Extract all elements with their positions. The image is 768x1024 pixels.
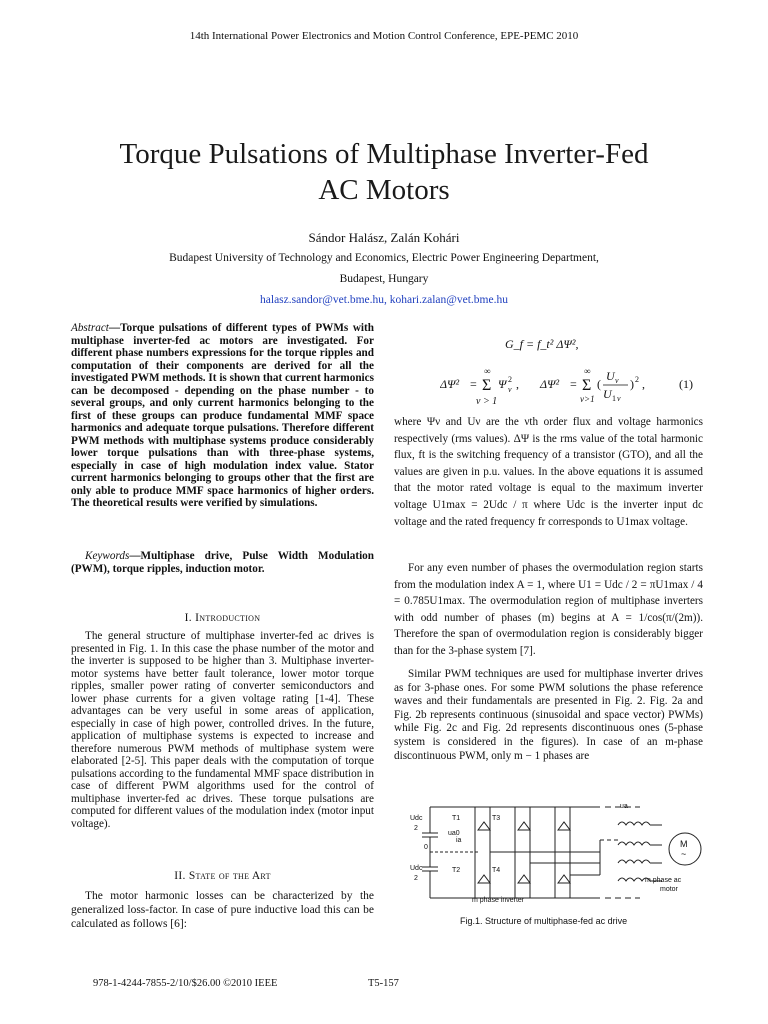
svg-text:∞: ∞ — [484, 366, 491, 376]
svg-text:ΔΨ²: ΔΨ² — [440, 377, 460, 391]
svg-text:Σ: Σ — [482, 377, 492, 394]
udc-bottom-denominator: 2 — [414, 875, 418, 882]
section-heading-state-of-art: II. State of the Art — [174, 870, 271, 882]
svg-text:=: = — [470, 377, 477, 391]
state-of-art-paragraph — [71, 889, 374, 931]
right-paragraph-2-text: For any even number of phases the overmodulation region starts from the modulation index A = 1, where U1 = Udc / 2 = πU1max / 4 = 0.785U1max. The overmodulation region of multiphase inverters with odd number of phases (m) begins at A = 1/cos(π/(2m)). Therefore the span of overmodulation region is considerably bigger than for the 3-phase system [7]. — [394, 562, 703, 657]
introduction-text: The general structure of multiphase inverter-fed ac drives is presented in Fig. 1. In this case the phase number of the motor and the inverter is supposed to be higher than 3. Multiphase inverter-motor systems have better fault tolerance, lower motor torque ripples, smaller power rating of converter semiconductors and lower phase currents for a given voltage rating [1-4]. These advantages can be very useful in some areas of application, especially in case of high power, controlled drives. In the future, application of multiphase systems is expected to increase and therefore numerous PWM methods of multiphase system were elaborated [2-5]. This paper deals with the computation of torque pulsations according to the fundamental MMF space distribution in case of different PWM algorithms used for the control of multiphase inverter-fed ac drives. These torque pulsations are computed for different values of the modulation index (motor input voltage). — [71, 630, 374, 830]
svg-text:ν > 1: ν > 1 — [476, 396, 498, 407]
udc-bottom-label: Udc — [410, 865, 423, 872]
svg-text:(: ( — [597, 377, 601, 391]
keywords-label: Keywords — [85, 550, 130, 562]
equation-number: (1) — [679, 377, 693, 391]
svg-text:U: U — [603, 387, 612, 401]
svg-text:U: U — [606, 369, 615, 383]
right-paragraph-1 — [394, 414, 703, 530]
svg-text:ν>1: ν>1 — [580, 394, 595, 404]
motor-symbol: M — [680, 839, 688, 849]
svg-text:∞: ∞ — [584, 366, 591, 376]
affiliation-line1: Budapest University of Technology and Economics, Electric Power Engineering Department, — [169, 252, 599, 264]
right-paragraph-3 — [394, 668, 703, 763]
footer-isbn: 978-1-4244-7855-2/10/$26.00 ©2010 IEEE — [93, 978, 278, 989]
transistor-t1-label: T1 — [452, 815, 461, 822]
svg-text:2: 2 — [635, 375, 639, 384]
right-paragraph-2 — [394, 560, 703, 660]
affiliation-line2: Budapest, Hungary — [339, 273, 429, 285]
midpoint-zero-label: 0 — [424, 844, 428, 851]
svg-text:ΔΨ²: ΔΨ² — [540, 377, 560, 391]
section-heading-introduction: I. Introduction — [184, 612, 261, 624]
right-paragraph-1-text: where Ψν and Uν are the νth order flux and voltage harmonics respectively (rms values). ΔΨ is the rms value of the total harmonic flux, ft is the switching frequency of a transistor (GTO), and all the values are given in p.u. values. In the above equations it is assumed that the motor rated voltage is equal to the maximum inverter voltage U1max = 2Udc / π where Udc is the inverter input dc voltage and the rated frequency fr corresponds to U1max voltage. — [394, 416, 703, 528]
state-of-art-text: The motor harmonic losses can be characterized by the generalized loss-factor. In case of pure inductive load this can be calculated as follows [6]: — [71, 890, 374, 930]
svg-text:): ) — [630, 377, 634, 391]
equation-delta-psi — [440, 362, 710, 410]
paper-title-line2: AC Motors — [318, 174, 450, 206]
motor-label-line1: m phase ac — [645, 877, 682, 884]
inverter-label: m phase inverter — [472, 897, 525, 904]
footer-page-number: T5-157 — [368, 978, 399, 989]
svg-text:2: 2 — [508, 375, 512, 384]
svg-text:ν: ν — [508, 385, 512, 394]
transistor-t4-label: T4 — [492, 867, 501, 874]
udc-top-denominator: 2 — [414, 825, 418, 832]
keywords — [71, 550, 374, 575]
paper-title — [0, 136, 768, 208]
svg-text:Σ: Σ — [582, 377, 592, 394]
svg-text:,: , — [516, 377, 519, 391]
abstract-text: —Torque pulsations of different types of PWMs with multiphase inverter-fed ac motors are investigated. For different phase numbers expressions for the torque ripples and computation of their components are derived for all the investigated PWM methods. It is shown that current harmonics can be decomposed - depending on the phase number - to several groups, and only current harmonics belonging to the first of these groups can produce fundamental MMF space harmonics and adequate torque pulsations. Therefore different PWM methods with multiphase systems produce considerably lower torque pulsations than with three-phase systems, especially in case of high modulation index value. Stator current harmonics belonging to groups other that the first are only able to produce MMF space harmonics of higher orders. The theoretical results were verified by simulations. — [71, 322, 374, 509]
right-paragraph-3-text: Similar PWM techniques are used for multiphase inverter drives as for 3-phase ones. For some PWM solutions the phase reference waves and their fundamentals are presented in Fig. 2. Fig. 2a and Fig. 2b represents continuous (sinusoidal and space vector) PWMs) while Fig. 2c and Fig. 2d represents discontinuous ones (5-phase system is considered in the figures). In case of an m-phase discontinuous PWM, only m − 1 phases are — [394, 668, 703, 762]
voltage-ua0-label: ua0 — [448, 830, 460, 837]
svg-text:Ψ: Ψ — [498, 377, 507, 391]
motor-tilde: ~ — [681, 849, 687, 859]
keywords-text: —Multiphase drive, Pulse Width Modulation (PWM), torque ripples, induction motor. — [71, 550, 374, 575]
abstract-label: Abstract — [71, 322, 109, 334]
conference-header: 14th International Power Electronics and Motion Control Conference, EPE-PEMC 2010 — [189, 30, 579, 42]
voltage-ua-label: ua — [620, 803, 628, 810]
svg-text:ν: ν — [617, 394, 621, 403]
paper-title-line1: Torque Pulsations of Multiphase Inverter-Fed — [119, 138, 649, 170]
authors: Sándor Halász, Zalán Kohári — [308, 230, 460, 245]
equation-gf: G_f = f_t² ΔΨ², — [505, 337, 579, 351]
abstract — [71, 322, 374, 510]
transistor-t2-label: T2 — [452, 867, 461, 874]
figure-1-circuit — [400, 795, 720, 910]
svg-text:=: = — [570, 377, 577, 391]
current-ia-label: ia — [456, 837, 462, 844]
svg-text:ν: ν — [615, 376, 619, 385]
svg-text:,: , — [642, 377, 645, 391]
author-emails[interactable]: halasz.sandor@vet.bme.hu, kohari.zalan@vet.bme.hu — [260, 294, 508, 306]
introduction-paragraph — [71, 630, 374, 830]
transistor-t3-label: T3 — [492, 815, 501, 822]
figure-1-caption: Fig.1. Structure of multiphase-fed ac drive — [460, 916, 628, 926]
svg-text:1: 1 — [612, 394, 616, 403]
motor-label-line2: motor — [660, 886, 678, 893]
udc-top-label: Udc — [410, 815, 423, 822]
